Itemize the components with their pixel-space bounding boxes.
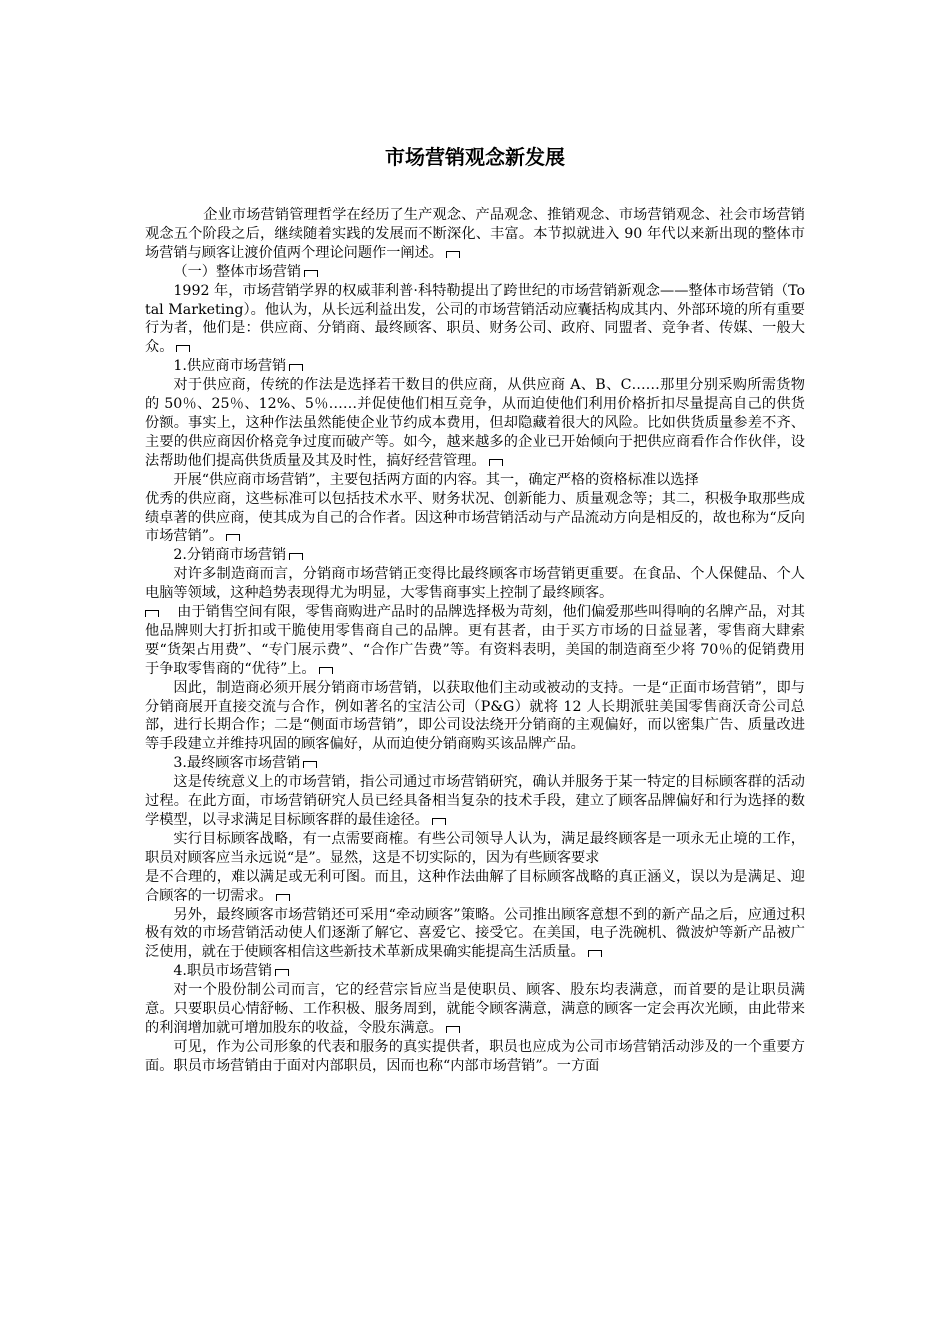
paragraph: 优秀的供应商，这些标准可以包括技术水平、财务状况、创新能力、质量观念等；其二，积极争取那些成绩卓著的供应商，使其成为自己的合作者。因这种市场营销活动与产品流动方向是相反的，故也称为“反向市场营销”。 [145, 490, 805, 545]
paragraph-mark-icon [588, 950, 602, 957]
paragraph-mark-icon [176, 345, 190, 352]
paragraph-mark-icon [432, 818, 446, 825]
paragraph: 1992 年，市场营销学界的权威菲利普·科特勒提出了跨世纪的市场营销新观念——整体市场营销（Total Marketing）。他认为，从长远利益出发，公司的市场营销活动应囊括构成其内、外部环境的所有重要行为者，他们是：供应商、分销商、最终顾客、职员、财务公司、政府、同盟者、竞争者、传媒、一般大众。 [145, 282, 805, 356]
paragraph-mark-icon [446, 251, 460, 258]
paragraph: 因此，制造商必须开展分销商市场营销，以获取他们主动或被动的支持。一是“正面市场营销”，即与分销商展开直接交流与合作，例如著名的宝洁公司（P&G）就将 12 人长期派驻美国零售商沃奇公司总部，进行长期合作；二是“侧面市场营销”，即公司设法绕开分销商的主观偏好，而以密集广告、质量改进等手段建立并维持巩固的顾客偏好，从而迫使分销商购买该品牌产品。 [145, 679, 805, 753]
paragraph-mark-icon [319, 667, 333, 674]
paragraph-intro: 企业市场营销管理哲学在经历了生产观念、产品观念、推销观念、市场营销观念、社会市场营销观念五个阶段之后，继续随着实践的发展而不断深化、丰富。本节拟就进入 90 年代以来新出现的整体市场营销与顾客让渡价值两个理论问题作一阐述。 [145, 207, 805, 261]
subsection-heading: 1.供应商市场营销 [145, 357, 805, 376]
paragraph-mark-icon [289, 553, 303, 560]
subsection-heading: 3.最终顾客市场营销 [145, 754, 805, 773]
paragraph: 另外，最终顾客市场营销还可采用“牵动顾客”策略。公司推出顾客意想不到的新产品之后，应通过积极有效的市场营销活动使人们逐渐了解它、喜爱它、接受它。在美国，电子洗碗机、微波炉等新产品被广泛使用，就在于使顾客相信这些新技术革新成果确实能提高生活质量。 [145, 906, 805, 961]
paragraph: 对一个股份制公司而言，它的经营宗旨应当是使职员、顾客、股东均表满意，而首要的是让职员满意。只要职员心情舒畅、工作积极、服务周到，就能令顾客满意，满意的顾客一定会再次光顾，由此带来的利润增加就可增加股东的收益，令股东满意。 [145, 982, 805, 1036]
paragraph: 开展“供应商市场营销”，主要包括两方面的内容。其一，确定严格的资格标准以选择 [173, 471, 699, 488]
paragraph: 是不合理的，难以满足或无利可图。而且，这种作法曲解了目标顾客战略的真正涵义，误以为是满足、迎合顾客的一切需求。 [145, 868, 805, 904]
subsection-heading: 4.职员市场营销 [145, 962, 805, 981]
paragraph: 实行目标顾客战略，有一点需要商榷。有些公司领导人认为，满足最终顾客是一项永无止境的工作，职员对顾客应当永远说“是”。显然，这是不切实际的，因为有些顾客要求 [145, 830, 805, 866]
paragraph: 由于销售空间有限，零售商购进产品时的品牌选择极为苛刻，他们偏爱那些叫得响的名牌产品，对其他品牌则大打折扣或干脆使用零售商自己的品牌。更有甚者，由于买方市场的日益显著，零售商大肆索要“货架占用费”、“专门展示费”、“合作广告费”等。有资料表明，美国的制造商至少将 70％的促销费用于争取零售商的“优待”上。 [145, 604, 805, 677]
section-heading: （一）整体市场营销 [145, 263, 805, 282]
paragraph-mark-icon [276, 894, 290, 901]
paragraph: 对许多制造商而言，分销商市场营销正变得比最终顾客市场营销更重要。在食品、个人保健品、个人电脑等领域，这种趋势表现得尤为明显，大零售商事实上控制了最终顾客。 [145, 566, 805, 602]
paragraph: 这是传统意义上的市场营销，指公司通过市场营销研究，确认并服务于某一特定的目标顾客群的活动过程。在此方面，市场营销研究人员已经具备相当复杂的技术手段，建立了顾客品牌偏好和行为选择的数学模型，以寻求满足目标顾客群的最佳途径。 [145, 774, 805, 828]
subsection-heading: 2.分销商市场营销 [145, 546, 805, 565]
paragraph-mark-icon [289, 364, 303, 371]
paragraph-mark-icon [446, 1026, 460, 1033]
document-body [145, 206, 805, 1076]
document-title: 市场营销观念新发展 [385, 145, 565, 169]
paragraph-mark-icon [145, 610, 159, 617]
paragraph-mark-icon [489, 459, 503, 466]
paragraph-mark-icon [304, 270, 318, 277]
paragraph-mark-icon [226, 534, 240, 541]
paragraph: 可见，作为公司形象的代表和服务的真实提供者，职员也应成为公司市场营销活动涉及的一个重要方面。职员市场营销由于面对内部职员，因而也称“内部市场营销”。一方面 [145, 1038, 805, 1074]
paragraph: 对于供应商，传统的作法是选择若干数目的供应商，从供应商 A、B、C……那里分别采购所需货物的 50％、25％、12%、5％……并促使他们相互竞争，从而迫使他们利用价格折扣尽量提高自己的供货份额。事实上，这种作法虽然能使企业节约成本费用，但却隐藏着很大的风险。比如供货质量参差不齐、主要的供应商因价格竞争过度而破产等。如今，越来越多的企业已开始倾向于把供应商看作合作伙伴，设法帮助他们提高供货质量及其及时性，搞好经营管理。 [145, 377, 805, 469]
paragraph-mark-icon [303, 761, 317, 768]
paragraph-mark-icon [275, 969, 289, 976]
